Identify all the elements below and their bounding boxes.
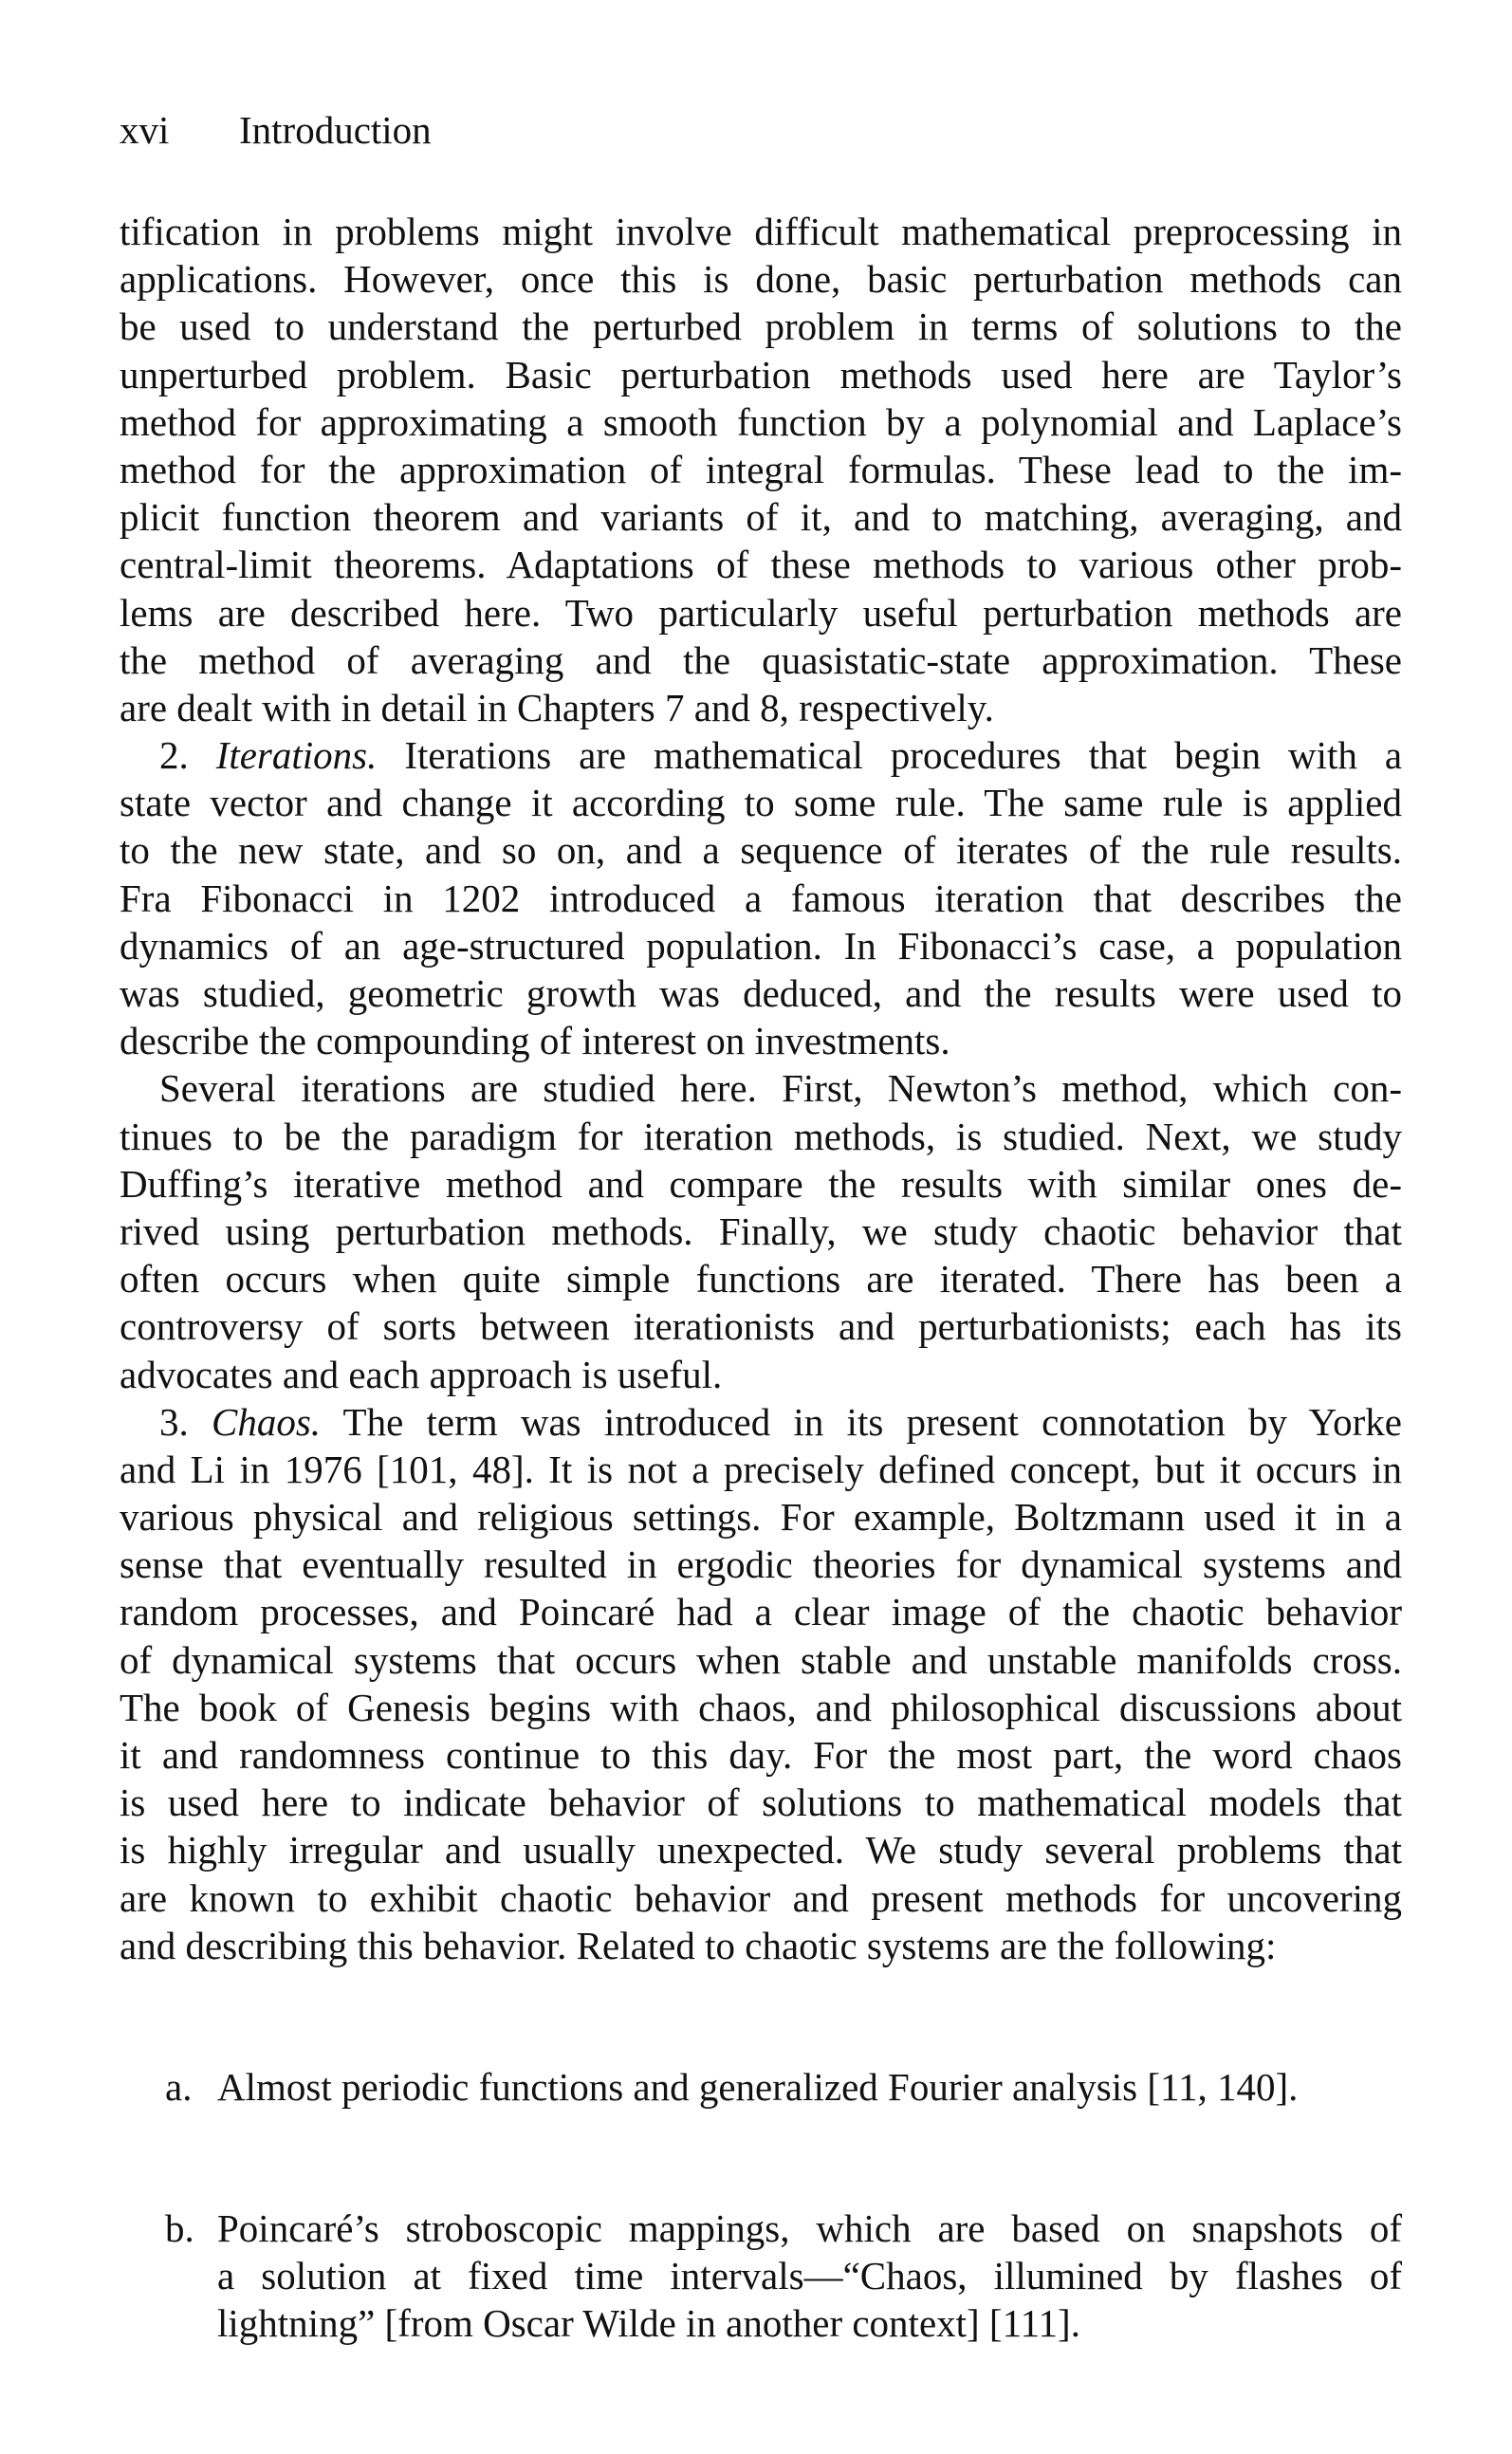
text-line: is used here to indicate behavior of solutions to mathematical models that <box>120 1781 1402 1825</box>
text-line: a solution at fixed time intervals—“Chaos, illumined by flashes of <box>217 2254 1402 2298</box>
text-line: Almost periodic functions and generalized Fourier analysis [11, 140]. <box>217 2065 1299 2109</box>
text-line: applications. However, once this is done, basic perturbation methods can <box>120 257 1402 302</box>
text-line: often occurs when quite simple functions are iterated. There has been a <box>120 1257 1402 1301</box>
text-line: Duffing’s iterative method and compare the results with similar ones de- <box>120 1161 1402 1206</box>
text-line: advocates and each approach is useful. <box>120 1352 723 1396</box>
text-line: lightning” [from Oscar Wilde in another context] [111]. <box>217 2301 1080 2346</box>
running-title: Introduction <box>239 108 432 152</box>
text-line: controversy of sorts between iterationists and perturbationists; each has its <box>120 1304 1402 1349</box>
list-label: b. <box>165 2206 194 2250</box>
text-line: tinues to be the paradigm for iteration methods, is studied. Next, we study <box>120 1114 1402 1158</box>
text-line: are dealt with in detail in Chapters 7 and 8, respectively. <box>120 685 994 729</box>
list-item-a <box>165 2063 1402 2111</box>
text-line: Several iterations are studied here. First, Newton’s method, which con- <box>159 1066 1402 1111</box>
text-line: state vector and change it according to some rule. The same rule is applied <box>120 781 1402 825</box>
text-line: describe the compounding of interest on investments. <box>120 1019 950 1063</box>
paragraph-iterations <box>120 731 1402 1064</box>
item-number: 2. <box>159 733 189 778</box>
text-line: method for the approximation of integral formulas. These lead to the im- <box>120 447 1402 491</box>
text-line: of dynamical systems that occurs when stable and unstable manifolds cross. <box>120 1637 1402 1682</box>
text-line: lems are described here. Two particularly useful perturbation methods are <box>120 590 1402 635</box>
text-line <box>120 731 1402 779</box>
text-line: and describing this behavior. Related to chaotic systems are the following: <box>120 1923 1277 1967</box>
run-in-heading: Chaos. <box>211 1399 322 1444</box>
text-line: central-limit theorems. Adaptations of these methods to various other prob- <box>120 543 1402 587</box>
text-line: the method of averaging and the quasistatic-state approximation. These <box>120 637 1402 682</box>
run-in-heading: Iterations. <box>215 733 378 778</box>
text-line: was studied, geometric growth was deduced, and the results were used to <box>120 971 1402 1015</box>
text-line: unperturbed problem. Basic perturbation methods used here are Taylor’s <box>120 352 1402 397</box>
text-line <box>120 1398 1402 1446</box>
text-line: are known to exhibit chaotic behavior and present methods for uncovering <box>120 1875 1402 1920</box>
list-item-b <box>165 2205 1402 2348</box>
text-line: is highly irregular and usually unexpected. We study several problems that <box>120 1828 1402 1873</box>
text-line: various physical and religious settings. For example, Boltzmann used it in a <box>120 1495 1402 1540</box>
page-number: xvi <box>120 108 170 152</box>
text-line: method for approximating a smooth function by a polynomial and Laplace’s <box>120 399 1402 444</box>
text-run: Iterations are mathematical procedures that begin with a <box>404 733 1403 778</box>
body-text <box>120 208 1402 1969</box>
paragraph-chaos <box>120 1398 1402 1969</box>
text-line: plicit function theorem and variants of it, and to matching, averaging, and <box>120 495 1402 540</box>
text-line: rived using perturbation methods. Finally, we study chaotic behavior that <box>120 1209 1402 1253</box>
text-run: The term was introduced in its present connotation by Yorke <box>342 1399 1403 1444</box>
text-line: random processes, and Poincaré had a clear image of the chaotic behavior <box>120 1590 1402 1634</box>
text-line: tification in problems might involve difficult mathematical preprocessing in <box>120 210 1402 253</box>
text-line: The book of Genesis begins with chaos, and philosophical discussions about <box>120 1685 1402 1729</box>
paragraph-perturbation <box>120 208 1402 731</box>
list-label: a. <box>165 2065 193 2109</box>
text-line: dynamics of an age-structured population. In Fibonacci’s case, a population <box>120 923 1402 968</box>
paragraph-several-iterations <box>120 1064 1402 1397</box>
text-line: it and randomness continue to this day. For the most part, the word chaos <box>120 1733 1402 1777</box>
text-line: Fra Fibonacci in 1202 introduced a famous iteration that describes the <box>120 876 1402 920</box>
text-line: and Li in 1976 [101, 48]. It is not a precisely defined concept, but it occurs in <box>120 1447 1402 1491</box>
text-line: Poincaré’s stroboscopic mappings, which are based on snapshots of <box>217 2206 1402 2250</box>
text-line: be used to understand the perturbed problem in terms of solutions to the <box>120 304 1402 349</box>
text-line: sense that eventually resulted in ergodic theories for dynamical systems and <box>120 1542 1402 1587</box>
text-line: to the new state, and so on, and a sequence of iterates of the rule results. <box>120 828 1402 873</box>
item-number: 3. <box>159 1399 189 1444</box>
